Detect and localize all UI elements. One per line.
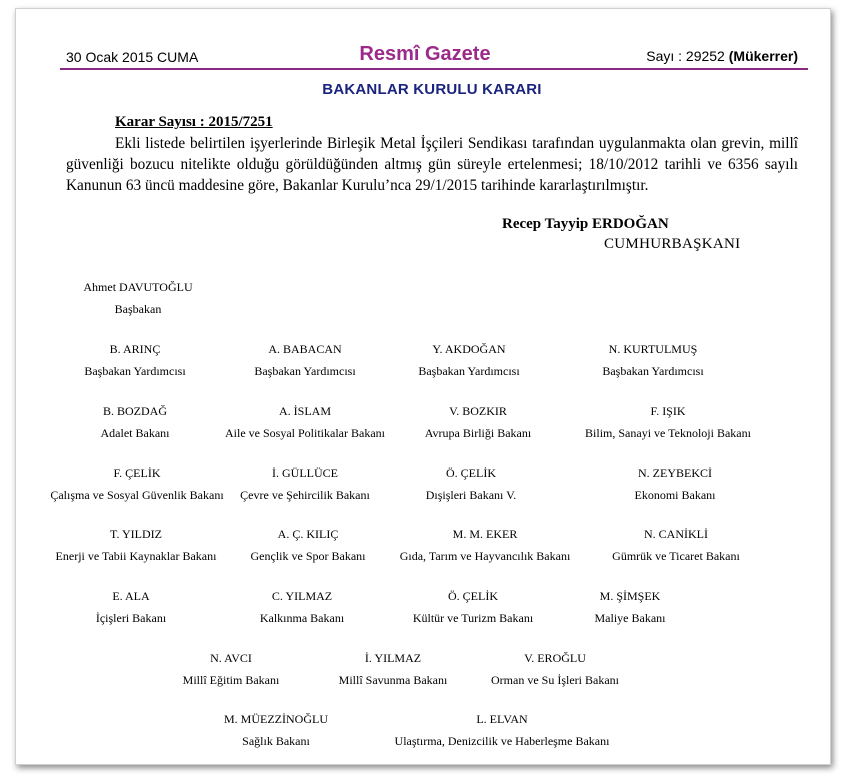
- minister-name: M. ŞİMŞEK: [599, 589, 661, 603]
- minister-signature: [50, 463, 223, 505]
- minister-title: Başbakan: [114, 302, 162, 316]
- minister-name: Ö. ÇELİK: [447, 589, 498, 603]
- minister-signature: [635, 463, 716, 505]
- minister-name: Y. AKDOĞAN: [432, 342, 506, 356]
- minister-title: Çalışma ve Sosyal Güvenlik Bakanı: [50, 488, 224, 502]
- minister-signature: [254, 339, 355, 381]
- minister-signature: [101, 401, 170, 443]
- issue-number: [646, 48, 798, 64]
- minister-name: İ. GÜLLÜCE: [271, 466, 338, 480]
- minister-signature: [260, 586, 344, 628]
- issue-date: 30 Ocak 2015 CUMA: [66, 49, 199, 65]
- minister-name: B. BOZDAĞ: [102, 404, 168, 418]
- minister-name: N. AVCI: [210, 651, 252, 665]
- minister-name: E. ALA: [112, 589, 150, 603]
- minister-name: Ahmet DAVUTOĞLU: [83, 280, 193, 294]
- minister-signature: [96, 586, 166, 628]
- minister-title: Bilim, Sanayi ve Teknoloji Bakanı: [585, 426, 751, 440]
- minister-title: Dışişleri Bakanı V.: [425, 488, 517, 502]
- minister-name: T. YILDIZ: [110, 527, 162, 541]
- signer-name: Recep Tayyip ERDOĞAN: [502, 216, 669, 232]
- minister-signature: [240, 463, 370, 505]
- minister-name: V. BOZKIR: [449, 404, 507, 418]
- minister-signature: [183, 648, 280, 690]
- minister-name: M. MÜEZZİNOĞLU: [224, 712, 328, 726]
- minister-name: A. BABACAN: [268, 342, 342, 356]
- minister-signature: [224, 709, 328, 751]
- minister-title: Aile ve Sosyal Politikalar Bakanı: [225, 426, 385, 440]
- minister-name: N. ZEYBEKCİ: [638, 466, 712, 480]
- minister-name: N. CANİKLİ: [644, 527, 708, 541]
- minister-signature: [56, 524, 217, 566]
- minister-name: M. M. EKER: [452, 527, 518, 541]
- minister-title: Gençlik ve Spor Bakanı: [250, 549, 366, 563]
- minister-signature: [595, 586, 666, 628]
- minister-signature: [413, 586, 533, 628]
- minister-title: Enerji ve Tabii Kaynaklar Bakanı: [55, 549, 217, 563]
- minister-signature: [251, 524, 366, 566]
- decision-heading: BAKANLAR KURULU KARARI: [322, 81, 542, 98]
- minister-title: Orman ve Su İşleri Bakanı: [491, 673, 619, 687]
- minister-signature: [491, 648, 619, 690]
- minister-title: Avrupa Birliği Bakanı: [424, 426, 532, 440]
- decision-text: Ekli listede belirtilen işyerlerinde Birleşik Metal İşçileri Sendikası tarafından uygulanmakta olan grevin, millî güvenliği bozucu nitelikte olduğu görüldüğünden altmış gün süreyle ertelenmesi; 18/10/2012 tarihli ve 6356 sayılı Kanunun 63 üncü maddesine göre, Bakanlar Kurulu’nca 29/1/2015 tarihinde kararlaştırılmıştır.: [66, 135, 798, 194]
- minister-name: A. İSLAM: [278, 404, 332, 418]
- minister-title: Çevre ve Şehircilik Bakanı: [240, 488, 370, 502]
- repeat-label: (Mükerrer): [728, 48, 798, 64]
- minister-title: Başbakan Yardımcısı: [602, 364, 704, 378]
- minister-signature: [225, 401, 385, 443]
- minister-name: N. KURTULMUŞ: [608, 342, 698, 356]
- minister-name: A. Ç. KILIÇ: [277, 527, 339, 541]
- minister-signature: [602, 339, 703, 381]
- minister-signature: [83, 277, 192, 319]
- minister-title: Sağlık Bakanı: [242, 734, 310, 748]
- gazette-title: Resmî Gazete: [359, 43, 491, 65]
- signer-title: CUMHURBAŞKANI: [604, 236, 741, 252]
- minister-signature: [426, 463, 517, 505]
- minister-name: C. YILMAZ: [271, 589, 333, 603]
- header-divider: [60, 68, 808, 70]
- minister-name: Ö. ÇELİK: [446, 466, 496, 480]
- minister-title: Ekonomi Bakanı: [634, 488, 716, 502]
- minister-title: Başbakan Yardımcısı: [254, 364, 356, 378]
- minister-signature: [395, 709, 610, 751]
- minister-signature: [339, 648, 448, 690]
- minister-signature: [425, 401, 531, 443]
- minister-signature: [612, 524, 740, 566]
- minister-signature: [400, 524, 571, 566]
- minister-title: Millî Eğitim Bakanı: [182, 673, 280, 687]
- minister-title: Ulaştırma, Denizcilik ve Haberleşme Bakanı: [394, 734, 610, 748]
- minister-title: Millî Savunma Bakanı: [338, 673, 448, 687]
- minister-title: Gümrük ve Ticaret Bakanı: [612, 549, 740, 563]
- minister-title: Kalkınma Bakanı: [259, 611, 345, 625]
- decision-number: Karar Sayısı : 2015/7251: [115, 114, 273, 130]
- minister-title: İçişleri Bakanı: [95, 611, 167, 625]
- minister-name: B. ARINÇ: [109, 342, 161, 356]
- minister-name: F. IŞIK: [650, 404, 686, 418]
- minister-name: V. EROĞLU: [524, 651, 586, 665]
- minister-signature: [84, 339, 185, 381]
- minister-title: Kültür ve Turizm Bakanı: [412, 611, 534, 625]
- minister-title: Başbakan Yardımcısı: [84, 364, 186, 378]
- minister-title: Adalet Bakanı: [100, 426, 170, 440]
- minister-name: İ. YILMAZ: [364, 651, 422, 665]
- minister-title: Başbakan Yardımcısı: [418, 364, 520, 378]
- minister-name: F. ÇELİK: [113, 466, 161, 480]
- minister-name: L. ELVAN: [476, 712, 528, 726]
- minister-title: Maliye Bakanı: [594, 611, 666, 625]
- minister-title: Gıda, Tarım ve Hayvancılık Bakanı: [399, 549, 571, 563]
- issue-number-text: Sayı : 29252: [646, 48, 725, 64]
- minister-signature: [418, 339, 519, 381]
- minister-signature: [585, 401, 751, 443]
